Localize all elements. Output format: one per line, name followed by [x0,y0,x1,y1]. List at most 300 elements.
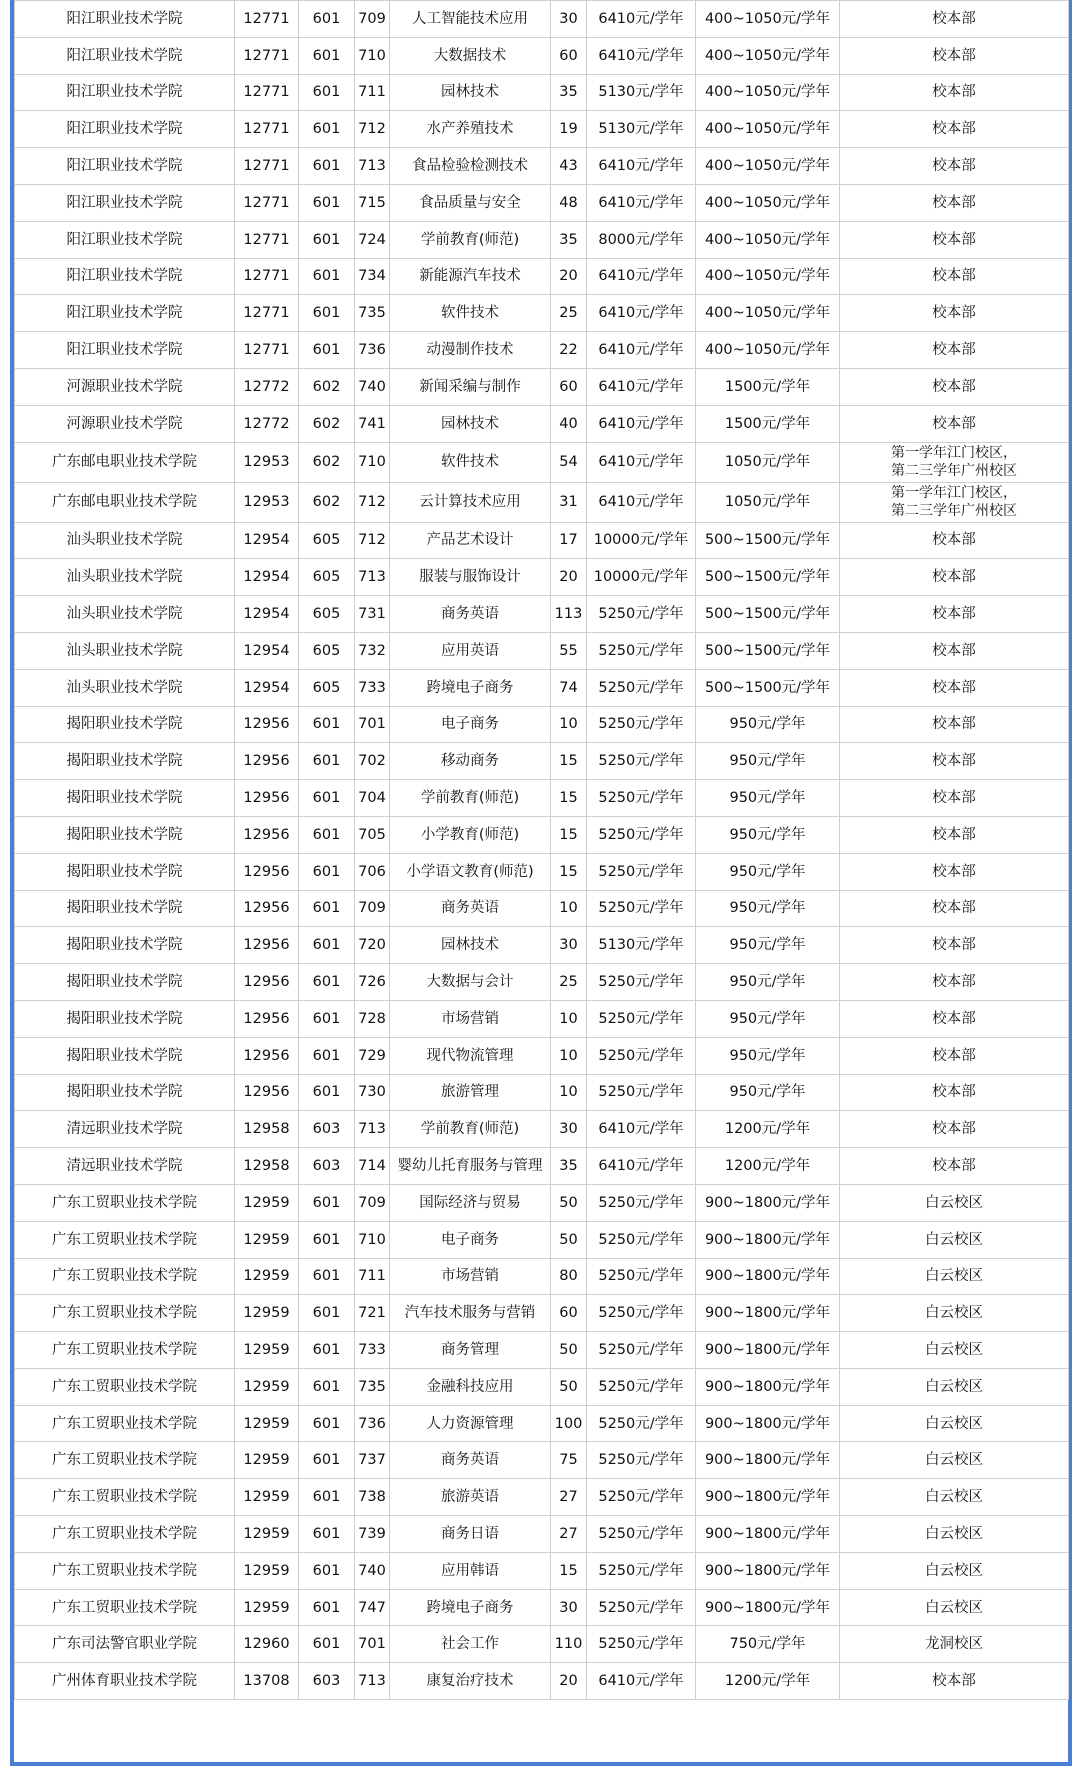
group-code-cell: 601 [299,221,355,258]
school-name-cell: 广东工贸职业技术学院 [15,1552,235,1589]
campus-cell: 第一学年江门校区， 第二三学年广州校区 [840,442,1069,482]
group-code-cell: 601 [299,1000,355,1037]
table-row [15,184,1069,221]
table-row [15,442,1069,482]
school-code-cell: 12953 [235,482,299,522]
major-code-cell: 728 [355,1000,390,1037]
school-name-cell: 揭阳职业技术学院 [15,853,235,890]
tuition-cell: 5250元/学年 [587,1479,696,1516]
campus-cell: 白云校区 [840,1516,1069,1553]
group-code-cell: 601 [299,1442,355,1479]
campus-cell: 校本部 [840,1000,1069,1037]
school-code-cell: 12771 [235,295,299,332]
major-code-cell: 710 [355,442,390,482]
tuition-cell: 6410元/学年 [587,1148,696,1185]
accommodation-fee-cell: 950元/学年 [696,816,840,853]
accommodation-fee-cell: 400~1050元/学年 [696,221,840,258]
major-name-cell: 新闻采编与制作 [390,368,551,405]
campus-cell: 校本部 [840,1111,1069,1148]
major-code-cell: 733 [355,1332,390,1369]
tuition-cell: 6410元/学年 [587,295,696,332]
school-code-cell: 12771 [235,221,299,258]
major-name-cell: 新能源汽车技术 [390,258,551,295]
school-code-cell: 12771 [235,1,299,38]
major-code-cell: 741 [355,405,390,442]
major-code-cell: 740 [355,1552,390,1589]
school-name-cell: 阳江职业技术学院 [15,148,235,185]
group-code-cell: 601 [299,743,355,780]
school-name-cell: 广东工贸职业技术学院 [15,1258,235,1295]
accommodation-fee-cell: 900~1800元/学年 [696,1552,840,1589]
group-code-cell: 601 [299,332,355,369]
campus-cell: 白云校区 [840,1332,1069,1369]
accommodation-fee-cell: 900~1800元/学年 [696,1184,840,1221]
table-row [15,706,1069,743]
tuition-cell: 6410元/学年 [587,1111,696,1148]
plan-count-cell: 22 [551,332,587,369]
accommodation-fee-cell: 950元/学年 [696,927,840,964]
tuition-cell: 5250元/学年 [587,743,696,780]
group-code-cell: 601 [299,1552,355,1589]
accommodation-fee-cell: 500~1500元/学年 [696,522,840,559]
plan-count-cell: 27 [551,1516,587,1553]
accommodation-fee-cell: 950元/学年 [696,706,840,743]
plan-count-cell: 15 [551,853,587,890]
accommodation-fee-cell: 1200元/学年 [696,1663,840,1700]
table-row [15,1442,1069,1479]
school-code-cell: 12956 [235,1074,299,1111]
plan-count-cell: 30 [551,1,587,38]
school-name-cell: 揭阳职业技术学院 [15,780,235,817]
accommodation-fee-cell: 400~1050元/学年 [696,111,840,148]
campus-cell: 校本部 [840,37,1069,74]
campus-cell: 校本部 [840,816,1069,853]
group-code-cell: 601 [299,295,355,332]
major-name-cell: 商务管理 [390,1332,551,1369]
tuition-cell: 6410元/学年 [587,1,696,38]
table-row [15,964,1069,1001]
group-code-cell: 601 [299,1516,355,1553]
plan-count-cell: 60 [551,368,587,405]
campus-cell: 白云校区 [840,1552,1069,1589]
accommodation-fee-cell: 500~1500元/学年 [696,669,840,706]
school-name-cell: 汕头职业技术学院 [15,559,235,596]
school-code-cell: 12959 [235,1295,299,1332]
tuition-cell: 8000元/学年 [587,221,696,258]
major-name-cell: 产品艺术设计 [390,522,551,559]
plan-count-cell: 60 [551,1295,587,1332]
table-row [15,743,1069,780]
school-name-cell: 广东工贸职业技术学院 [15,1405,235,1442]
plan-count-cell: 55 [551,632,587,669]
school-name-cell: 揭阳职业技术学院 [15,816,235,853]
major-name-cell: 旅游英语 [390,1479,551,1516]
school-name-cell: 阳江职业技术学院 [15,221,235,258]
table-row [15,405,1069,442]
table-row [15,111,1069,148]
major-code-cell: 735 [355,1368,390,1405]
tuition-cell: 5250元/学年 [587,1405,696,1442]
plan-count-cell: 10 [551,706,587,743]
campus-cell: 校本部 [840,221,1069,258]
major-name-cell: 动漫制作技术 [390,332,551,369]
tuition-cell: 6410元/学年 [587,482,696,522]
campus-cell: 白云校区 [840,1221,1069,1258]
campus-cell: 白云校区 [840,1368,1069,1405]
accommodation-fee-cell: 500~1500元/学年 [696,596,840,633]
major-name-cell: 商务日语 [390,1516,551,1553]
major-name-cell: 学前教育(师范) [390,221,551,258]
tuition-cell: 5250元/学年 [587,1074,696,1111]
campus-cell: 校本部 [840,74,1069,111]
major-name-cell: 国际经济与贸易 [390,1184,551,1221]
major-code-cell: 733 [355,669,390,706]
school-code-cell: 12959 [235,1258,299,1295]
school-code-cell: 12959 [235,1221,299,1258]
major-code-cell: 701 [355,1626,390,1663]
group-code-cell: 601 [299,74,355,111]
school-code-cell: 12956 [235,743,299,780]
tuition-cell: 5130元/学年 [587,927,696,964]
school-code-cell: 12959 [235,1479,299,1516]
group-code-cell: 603 [299,1111,355,1148]
major-code-cell: 709 [355,1184,390,1221]
major-name-cell: 现代物流管理 [390,1037,551,1074]
tuition-cell: 5130元/学年 [587,111,696,148]
campus-cell: 校本部 [840,1037,1069,1074]
tuition-cell: 5250元/学年 [587,1000,696,1037]
tuition-cell: 6410元/学年 [587,405,696,442]
major-name-cell: 园林技术 [390,927,551,964]
group-code-cell: 603 [299,1663,355,1700]
group-code-cell: 601 [299,1405,355,1442]
tuition-cell: 5250元/学年 [587,706,696,743]
major-code-cell: 706 [355,853,390,890]
school-code-cell: 12956 [235,1000,299,1037]
school-code-cell: 12958 [235,1148,299,1185]
major-name-cell: 市场营销 [390,1258,551,1295]
school-code-cell: 12959 [235,1332,299,1369]
plan-count-cell: 31 [551,482,587,522]
group-code-cell: 601 [299,1332,355,1369]
plan-count-cell: 100 [551,1405,587,1442]
school-name-cell: 阳江职业技术学院 [15,332,235,369]
table-row [15,295,1069,332]
school-name-cell: 揭阳职业技术学院 [15,743,235,780]
tuition-cell: 10000元/学年 [587,559,696,596]
major-name-cell: 大数据技术 [390,37,551,74]
school-code-cell: 12956 [235,890,299,927]
accommodation-fee-cell: 500~1500元/学年 [696,632,840,669]
group-code-cell: 601 [299,964,355,1001]
campus-cell: 白云校区 [840,1295,1069,1332]
tuition-cell: 5250元/学年 [587,1589,696,1626]
major-code-cell: 739 [355,1516,390,1553]
accommodation-fee-cell: 400~1050元/学年 [696,148,840,185]
table-row [15,1332,1069,1369]
major-code-cell: 738 [355,1479,390,1516]
group-code-cell: 601 [299,1221,355,1258]
table-row [15,221,1069,258]
group-code-cell: 601 [299,1589,355,1626]
table-row [15,927,1069,964]
major-code-cell: 712 [355,482,390,522]
school-name-cell: 广东邮电职业技术学院 [15,482,235,522]
major-name-cell: 商务英语 [390,596,551,633]
campus-cell: 校本部 [840,522,1069,559]
table-row [15,1368,1069,1405]
group-code-cell: 601 [299,1295,355,1332]
group-code-cell: 601 [299,816,355,853]
tuition-cell: 5250元/学年 [587,632,696,669]
major-code-cell: 715 [355,184,390,221]
group-code-cell: 601 [299,1258,355,1295]
plan-count-cell: 60 [551,37,587,74]
major-code-cell: 737 [355,1442,390,1479]
major-name-cell: 婴幼儿托育服务与管理 [390,1148,551,1185]
school-code-cell: 12956 [235,853,299,890]
plan-count-cell: 54 [551,442,587,482]
campus-cell: 校本部 [840,1148,1069,1185]
table-row [15,1111,1069,1148]
major-name-cell: 小学语文教育(师范) [390,853,551,890]
accommodation-fee-cell: 1500元/学年 [696,368,840,405]
group-code-cell: 601 [299,1074,355,1111]
major-code-cell: 711 [355,1258,390,1295]
table-row [15,74,1069,111]
school-code-cell: 12771 [235,184,299,221]
plan-count-cell: 20 [551,258,587,295]
school-name-cell: 广东工贸职业技术学院 [15,1479,235,1516]
major-name-cell: 大数据与会计 [390,964,551,1001]
school-code-cell: 12956 [235,964,299,1001]
major-code-cell: 704 [355,780,390,817]
plan-count-cell: 35 [551,221,587,258]
table-row [15,1074,1069,1111]
table-row [15,1,1069,38]
campus-cell: 校本部 [840,1074,1069,1111]
group-code-cell: 601 [299,37,355,74]
school-code-cell: 12771 [235,111,299,148]
accommodation-fee-cell: 900~1800元/学年 [696,1258,840,1295]
school-name-cell: 广东工贸职业技术学院 [15,1295,235,1332]
school-code-cell: 12959 [235,1368,299,1405]
campus-cell: 白云校区 [840,1442,1069,1479]
school-code-cell: 12771 [235,148,299,185]
group-code-cell: 601 [299,1368,355,1405]
campus-cell: 校本部 [840,405,1069,442]
campus-cell: 校本部 [840,258,1069,295]
major-code-cell: 729 [355,1037,390,1074]
major-name-cell: 软件技术 [390,295,551,332]
group-code-cell: 601 [299,1479,355,1516]
major-name-cell: 旅游管理 [390,1074,551,1111]
plan-count-cell: 48 [551,184,587,221]
group-code-cell: 601 [299,111,355,148]
accommodation-fee-cell: 950元/学年 [696,964,840,1001]
table-row [15,522,1069,559]
major-code-cell: 710 [355,1221,390,1258]
school-code-cell: 12959 [235,1405,299,1442]
accommodation-fee-cell: 400~1050元/学年 [696,332,840,369]
major-name-cell: 汽车技术服务与营销 [390,1295,551,1332]
school-name-cell: 广东司法警官职业学院 [15,1626,235,1663]
major-name-cell: 人工智能技术应用 [390,1,551,38]
plan-count-cell: 20 [551,559,587,596]
school-code-cell: 13708 [235,1663,299,1700]
campus-cell: 校本部 [840,669,1069,706]
major-code-cell: 734 [355,258,390,295]
group-code-cell: 601 [299,780,355,817]
campus-cell: 白云校区 [840,1405,1069,1442]
plan-count-cell: 10 [551,1000,587,1037]
school-name-cell: 广东工贸职业技术学院 [15,1589,235,1626]
campus-cell: 校本部 [840,706,1069,743]
accommodation-fee-cell: 1050元/学年 [696,482,840,522]
plan-count-cell: 20 [551,1663,587,1700]
table-row [15,258,1069,295]
campus-cell: 白云校区 [840,1184,1069,1221]
tuition-cell: 5250元/学年 [587,1037,696,1074]
table-row [15,1663,1069,1700]
group-code-cell: 602 [299,368,355,405]
table-row [15,632,1069,669]
table-row [15,148,1069,185]
campus-cell: 校本部 [840,743,1069,780]
plan-count-cell: 74 [551,669,587,706]
campus-cell: 校本部 [840,111,1069,148]
admission-table [14,0,1069,1700]
group-code-cell: 601 [299,890,355,927]
school-name-cell: 揭阳职业技术学院 [15,890,235,927]
major-code-cell: 712 [355,522,390,559]
plan-count-cell: 35 [551,1148,587,1185]
tuition-cell: 5250元/学年 [587,890,696,927]
tuition-cell: 6410元/学年 [587,258,696,295]
tuition-cell: 5250元/学年 [587,1368,696,1405]
accommodation-fee-cell: 900~1800元/学年 [696,1295,840,1332]
table-row [15,596,1069,633]
table-row [15,1148,1069,1185]
table-row [15,1589,1069,1626]
campus-cell: 校本部 [840,853,1069,890]
group-code-cell: 605 [299,559,355,596]
plan-count-cell: 15 [551,1552,587,1589]
campus-cell: 白云校区 [840,1258,1069,1295]
school-name-cell: 广东邮电职业技术学院 [15,442,235,482]
table-row [15,1037,1069,1074]
major-code-cell: 747 [355,1589,390,1626]
table-body [15,1,1069,1700]
accommodation-fee-cell: 950元/学年 [696,743,840,780]
campus-cell: 校本部 [840,596,1069,633]
school-code-cell: 12771 [235,37,299,74]
accommodation-fee-cell: 1500元/学年 [696,405,840,442]
group-code-cell: 602 [299,442,355,482]
table-row [15,1516,1069,1553]
accommodation-fee-cell: 1200元/学年 [696,1148,840,1185]
school-name-cell: 汕头职业技术学院 [15,669,235,706]
school-name-cell: 广东工贸职业技术学院 [15,1332,235,1369]
school-code-cell: 12959 [235,1589,299,1626]
school-name-cell: 阳江职业技术学院 [15,1,235,38]
group-code-cell: 605 [299,522,355,559]
table-row [15,669,1069,706]
school-name-cell: 河源职业技术学院 [15,405,235,442]
accommodation-fee-cell: 500~1500元/学年 [696,559,840,596]
tuition-cell: 6410元/学年 [587,442,696,482]
major-code-cell: 713 [355,1663,390,1700]
major-code-cell: 721 [355,1295,390,1332]
accommodation-fee-cell: 1200元/学年 [696,1111,840,1148]
major-name-cell: 学前教育(师范) [390,780,551,817]
table-row [15,1295,1069,1332]
major-code-cell: 709 [355,890,390,927]
group-code-cell: 601 [299,148,355,185]
major-code-cell: 701 [355,706,390,743]
plan-count-cell: 15 [551,780,587,817]
campus-cell: 校本部 [840,890,1069,927]
tuition-cell: 6410元/学年 [587,148,696,185]
tuition-cell: 6410元/学年 [587,368,696,405]
school-name-cell: 广州体育职业技术学院 [15,1663,235,1700]
school-name-cell: 广东工贸职业技术学院 [15,1516,235,1553]
accommodation-fee-cell: 900~1800元/学年 [696,1221,840,1258]
table-row [15,890,1069,927]
school-name-cell: 揭阳职业技术学院 [15,964,235,1001]
campus-cell: 校本部 [840,780,1069,817]
school-name-cell: 汕头职业技术学院 [15,522,235,559]
major-name-cell: 市场营销 [390,1000,551,1037]
school-name-cell: 清远职业技术学院 [15,1111,235,1148]
major-name-cell: 跨境电子商务 [390,669,551,706]
group-code-cell: 602 [299,405,355,442]
plan-count-cell: 15 [551,816,587,853]
school-name-cell: 阳江职业技术学院 [15,111,235,148]
campus-cell: 校本部 [840,332,1069,369]
major-name-cell: 服装与服饰设计 [390,559,551,596]
plan-count-cell: 25 [551,964,587,1001]
school-name-cell: 揭阳职业技术学院 [15,1037,235,1074]
plan-count-cell: 10 [551,1037,587,1074]
campus-cell: 校本部 [840,559,1069,596]
plan-count-cell: 40 [551,405,587,442]
school-name-cell: 阳江职业技术学院 [15,295,235,332]
major-name-cell: 小学教育(师范) [390,816,551,853]
table-row [15,1221,1069,1258]
major-name-cell: 社会工作 [390,1626,551,1663]
tuition-cell: 5250元/学年 [587,596,696,633]
plan-count-cell: 30 [551,1589,587,1626]
accommodation-fee-cell: 950元/学年 [696,1037,840,1074]
tuition-cell: 5250元/学年 [587,1442,696,1479]
major-code-cell: 702 [355,743,390,780]
table-row [15,1626,1069,1663]
major-code-cell: 736 [355,1405,390,1442]
accommodation-fee-cell: 900~1800元/学年 [696,1516,840,1553]
school-code-cell: 12771 [235,74,299,111]
major-code-cell: 709 [355,1,390,38]
major-code-cell: 731 [355,596,390,633]
table-row [15,332,1069,369]
major-name-cell: 康复治疗技术 [390,1663,551,1700]
table-row [15,559,1069,596]
school-code-cell: 12954 [235,596,299,633]
school-code-cell: 12772 [235,368,299,405]
group-code-cell: 601 [299,1184,355,1221]
group-code-cell: 601 [299,927,355,964]
plan-count-cell: 19 [551,111,587,148]
